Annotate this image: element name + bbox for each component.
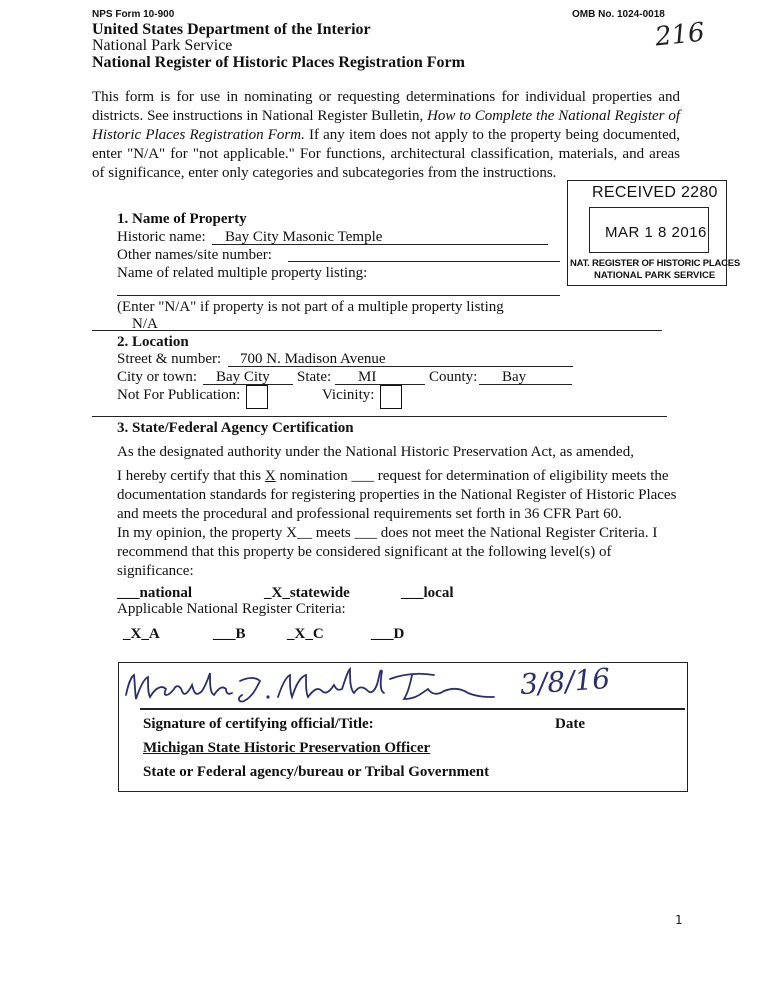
meets-check[interactable]: X__	[286, 525, 312, 541]
form-title: National Register of Historic Places Registration Form	[92, 54, 465, 71]
not-for-publication-label: Not For Publication:	[117, 387, 241, 403]
opinion-paragraph: In my opinion, the property X__ meets ___ does not meet the National Register Criteria. I recommend that this property be considered significant at the following level(s) of significance:	[117, 525, 658, 579]
service-name: National Park Service	[92, 37, 233, 54]
official-title[interactable]: Michigan State Historic Preservation Officer	[143, 740, 431, 756]
omb-number: OMB No. 1024-0018	[572, 9, 665, 20]
level-national[interactable]: ___national	[117, 585, 193, 601]
county-line	[479, 384, 572, 385]
request-check[interactable]: ___	[351, 468, 375, 484]
other-names-label: Other names/site number:	[117, 247, 272, 263]
vicinity-checkbox[interactable]	[380, 385, 402, 409]
intro-part-2: If any item does not apply to the property being documented, enter "N/A" for "not applicable." For functions, architectural classification, materials, and areas of significance, enter only categories and subcategories from the instructions.	[92, 127, 680, 181]
certify-paragraph: I hereby certify that this X nomination ___ request for determination of eligibility meets the documentation standards for registering properties in the National Register of Historic Places and meets the procedural and professional requirements set forth in 36 CFR Part 60.	[117, 468, 677, 522]
county-label: County:	[429, 369, 478, 385]
enter-na-note: (Enter "N/A" if property is not part of a multiple property listing	[117, 299, 504, 315]
criteria-label: Applicable National Register Criteria:	[117, 601, 346, 617]
city-value[interactable]: Bay City	[216, 369, 270, 385]
stamp-date: MAR 1 8 2016	[605, 224, 707, 241]
does-not-meet-check[interactable]: ___	[354, 525, 377, 541]
intro-part-1: This form is for use in nominating or requesting determinations for individual properties and districts. See instructions in National Register Bulletin,	[92, 89, 680, 124]
section-2-heading: 2. Location	[117, 334, 189, 350]
street-label: Street & number:	[117, 351, 222, 367]
authority-text: As the designated authority under the National Historic Preservation Act, as amended,	[117, 444, 634, 460]
criterion-b[interactable]: ___B	[213, 626, 246, 642]
stamp-line-2: NATIONAL PARK SERVICE	[594, 270, 716, 281]
city-label: City or town:	[117, 369, 198, 385]
county-value[interactable]: Bay	[502, 369, 527, 385]
state-value[interactable]: MI	[358, 369, 377, 385]
related-listing-line[interactable]	[117, 295, 560, 296]
handwritten-signature	[122, 663, 512, 713]
level-statewide[interactable]: _X_statewide	[264, 585, 350, 601]
signature-line[interactable]	[140, 708, 685, 710]
historic-name-label: Historic name:	[117, 229, 206, 245]
related-listing-label: Name of related multiple property listing:	[117, 265, 368, 281]
agency-label: State or Federal agency/bureau or Tribal Government	[143, 764, 490, 780]
street-line	[228, 366, 573, 367]
intro-paragraph	[92, 88, 680, 183]
signature-label: Signature of certifying official/Title:	[143, 716, 374, 732]
section-1-heading: 1. Name of Property	[117, 211, 247, 227]
date-label: Date	[555, 716, 585, 732]
historic-name-line	[212, 244, 548, 245]
form-number: NPS Form 10-900	[92, 9, 175, 20]
bulletin-title: How to Complete the National Register of Historic Places Registration Form.	[92, 108, 681, 143]
not-for-publication-checkbox[interactable]	[246, 385, 268, 409]
criterion-c[interactable]: _X_C	[287, 626, 324, 642]
level-local[interactable]: ___local	[401, 585, 454, 601]
nomination-check[interactable]: X	[264, 468, 276, 484]
related-listing-na[interactable]: N/A	[132, 316, 158, 332]
historic-name-value[interactable]: Bay City Masonic Temple	[225, 229, 383, 245]
stamp-received: RECEIVED 2280	[592, 184, 718, 201]
handwritten-date: 3/8/16	[518, 661, 612, 702]
criterion-d[interactable]: ___D	[371, 626, 405, 642]
criterion-a[interactable]: _X_A	[123, 626, 160, 642]
stamp-line-1: NAT. REGISTER OF HISTORIC PLACES	[570, 258, 741, 269]
handwritten-file-number: 216	[653, 17, 707, 53]
state-label: State:	[297, 369, 332, 385]
vicinity-label: Vicinity:	[322, 387, 375, 403]
other-names-line[interactable]	[288, 261, 560, 262]
department-title: United States Department of the Interior	[92, 21, 371, 38]
street-value[interactable]: 700 N. Madison Avenue	[240, 351, 386, 367]
section-2-divider	[92, 416, 667, 417]
page-number: 1	[675, 913, 683, 927]
section-1-divider	[92, 330, 662, 331]
section-3-heading: 3. State/Federal Agency Certification	[117, 420, 354, 436]
